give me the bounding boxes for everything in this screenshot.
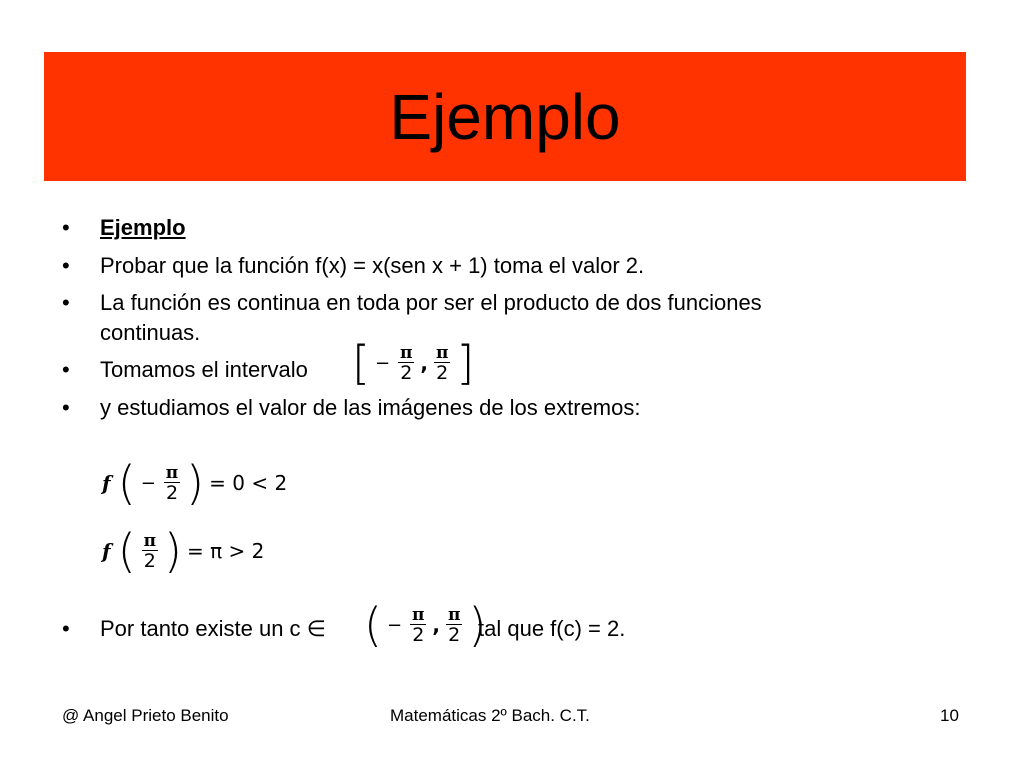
denominator: 2 bbox=[448, 623, 461, 646]
bullet-text: Probar que la función f(x) = x(sen x + 1) toma el valor 2. bbox=[100, 253, 645, 278]
denominator: 2 bbox=[143, 549, 156, 572]
interval-open bbox=[364, 598, 487, 652]
fraction bbox=[398, 344, 414, 383]
bullet-dot: • bbox=[62, 357, 70, 382]
bullet-text: continuas. bbox=[100, 320, 201, 345]
relation: = 0 < 2 bbox=[209, 471, 288, 495]
denominator: 2 bbox=[165, 481, 179, 504]
minus-sign: − bbox=[375, 352, 391, 374]
pi-symbol: π bbox=[400, 342, 413, 363]
right-bracket: ] bbox=[456, 336, 475, 390]
denominator: 2 bbox=[400, 361, 413, 384]
evaluation-left-endpoint bbox=[102, 456, 288, 510]
bullet-dot: • bbox=[62, 215, 70, 240]
interval-closed bbox=[352, 336, 475, 390]
bullet-heading: Ejemplo bbox=[100, 215, 186, 240]
bullet-dot: • bbox=[62, 395, 70, 420]
comma: , bbox=[432, 613, 441, 637]
fraction bbox=[410, 606, 426, 645]
right-paren: ) bbox=[468, 598, 487, 652]
left-paren: ( bbox=[364, 598, 382, 652]
footer-page-number: 10 bbox=[940, 706, 959, 725]
function-symbol: f bbox=[102, 471, 111, 495]
bullet-text: Por tanto existe un c ∈ bbox=[100, 616, 326, 641]
relation: = π > 2 bbox=[186, 539, 265, 563]
bullet-text: y estudiamos el valor de las imágenes de los extremos: bbox=[100, 395, 641, 420]
denominator: 2 bbox=[436, 361, 449, 384]
fraction bbox=[164, 464, 180, 503]
pi-symbol: π bbox=[412, 604, 425, 625]
bullet-text: La función es continua en toda por ser el producto de dos funciones bbox=[100, 290, 762, 315]
fraction bbox=[142, 532, 158, 571]
footer-course: Matemáticas 2º Bach. C.T. bbox=[390, 706, 590, 725]
pi-symbol: π bbox=[143, 530, 157, 551]
evaluation-right-endpoint bbox=[102, 524, 265, 578]
comma: , bbox=[420, 351, 429, 375]
bullet-dot: • bbox=[62, 253, 70, 278]
denominator: 2 bbox=[412, 623, 425, 646]
minus-sign: − bbox=[387, 614, 403, 636]
pi-symbol: π bbox=[165, 462, 179, 483]
pi-symbol: π bbox=[435, 342, 449, 363]
slide-title: Ejemplo bbox=[389, 80, 621, 153]
function-symbol: f bbox=[102, 539, 111, 563]
footer-author: @ Angel Prieto Benito bbox=[62, 706, 229, 725]
left-bracket: [ bbox=[352, 336, 370, 390]
right-paren: ) bbox=[186, 456, 205, 510]
bullet-dot: • bbox=[62, 616, 70, 641]
bullet-dot: • bbox=[62, 290, 70, 315]
pi-symbol: π bbox=[447, 604, 461, 625]
fraction bbox=[434, 344, 450, 383]
bullet-text: Tomamos el intervalo bbox=[100, 357, 308, 382]
left-paren: ( bbox=[117, 524, 136, 578]
bullet-text: tal que f(c) = 2. bbox=[478, 616, 626, 641]
fraction bbox=[446, 606, 462, 645]
left-paren: ( bbox=[117, 456, 136, 510]
minus-sign: − bbox=[140, 472, 156, 494]
right-paren: ) bbox=[163, 524, 182, 578]
